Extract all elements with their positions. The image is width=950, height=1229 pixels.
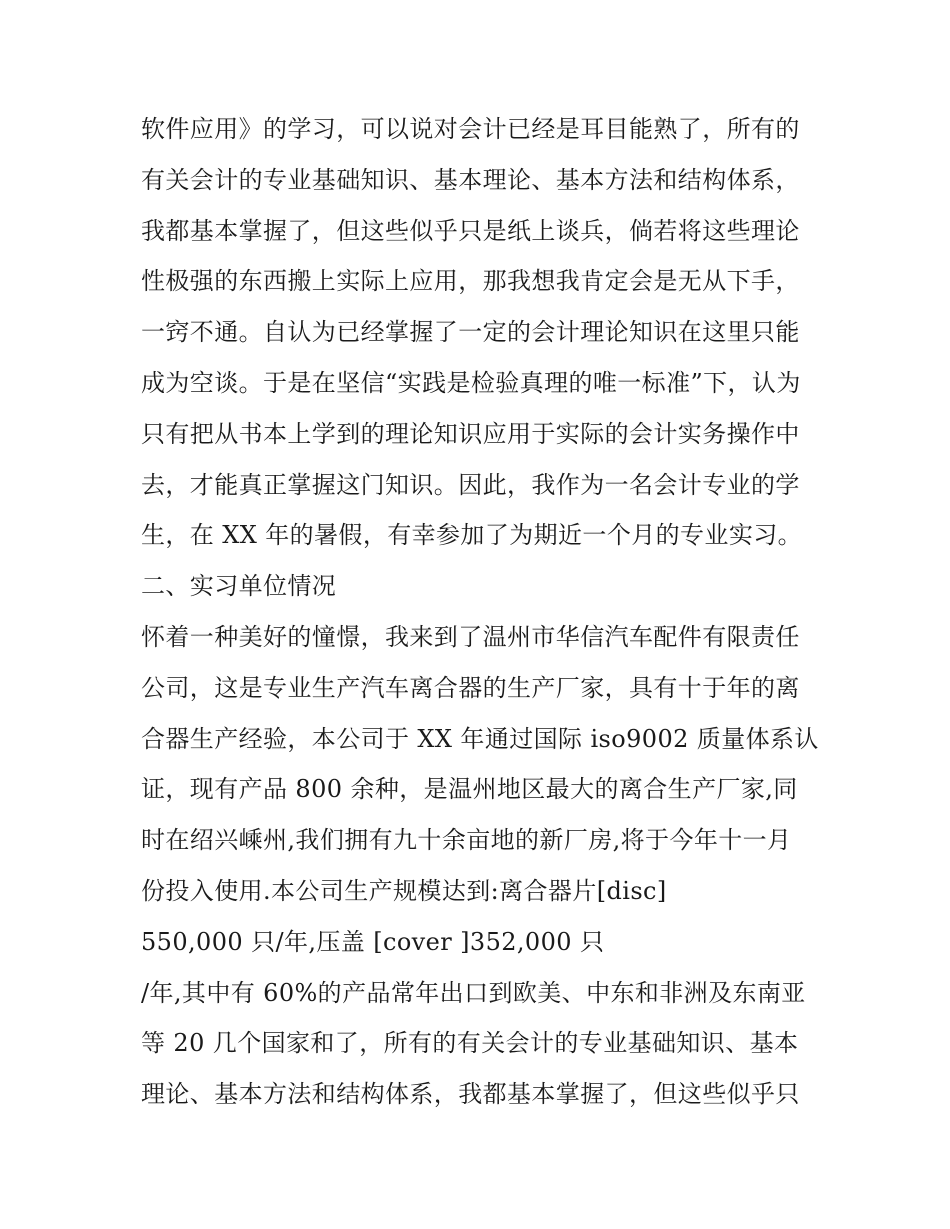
text-line: 软件应用》的学习，可以说对会计已经是耳目能熟了，所有的 [141, 115, 800, 143]
text-line: 公司，这是专业生产汽车离合器的生产厂家，具有十于年的离 [141, 673, 800, 702]
section-heading: 二、实习单位情况 [141, 572, 337, 601]
text-line: 成为空谈。于是在坚信“实践是检验真理的唯一标准”下，认为 [141, 368, 801, 397]
text-line: /年,其中有 60%的产品常年出口到欧美、中东和非洲及东南亚 [141, 978, 806, 1007]
body-text [141, 104, 821, 1120]
text-line: 怀着一种美好的憧憬，我来到了温州市华信汽车配件有限责任 [141, 622, 800, 651]
text-line: 份投入使用.本公司生产规模达到:离合器片[disc] [141, 876, 667, 905]
text-line: 时在绍兴嵊州,我们拥有九十余亩地的新厂房,将于今年十一月 [141, 826, 792, 855]
text-line: 一窍不通。自认为已经掌握了一定的会计理论知识在这里只能 [141, 318, 800, 347]
text-line: 我都基本掌握了，但这些似乎只是纸上谈兵，倘若将这些理论 [141, 216, 800, 245]
text-line: 只有把从书本上学到的理论知识应用于实际的会计实务操作中 [141, 419, 800, 448]
text-line: 合器生产经验，本公司于 XX 年通过国际 iso9002 质量体系认 [141, 724, 819, 753]
text-line: 去，才能真正掌握这门知识。因此，我作为一名会计专业的学 [141, 470, 800, 499]
text-line: 550,000 只/年,压盖 [cover ]352,000 只 [141, 927, 605, 956]
text-line: 有关会计的专业基础知识、基本理论、基本方法和结构体系， [141, 165, 800, 194]
text-line: 性极强的东西搬上实际上应用，那我想我肯定会是无从下手， [141, 267, 800, 296]
text-line: 生，在 XX 年的暑假，有幸参加了为期近一个月的专业实习。 [141, 521, 803, 550]
text-line: 证，现有产品 800 余种，是温州地区最大的离合生产厂家,同 [141, 775, 798, 804]
text-line: 理论、基本方法和结构体系，我都基本掌握了，但这些似乎只 [141, 1080, 800, 1109]
text-line: 等 20 几个国家和了，所有的有关会计的专业基础知识、基本 [141, 1029, 799, 1058]
